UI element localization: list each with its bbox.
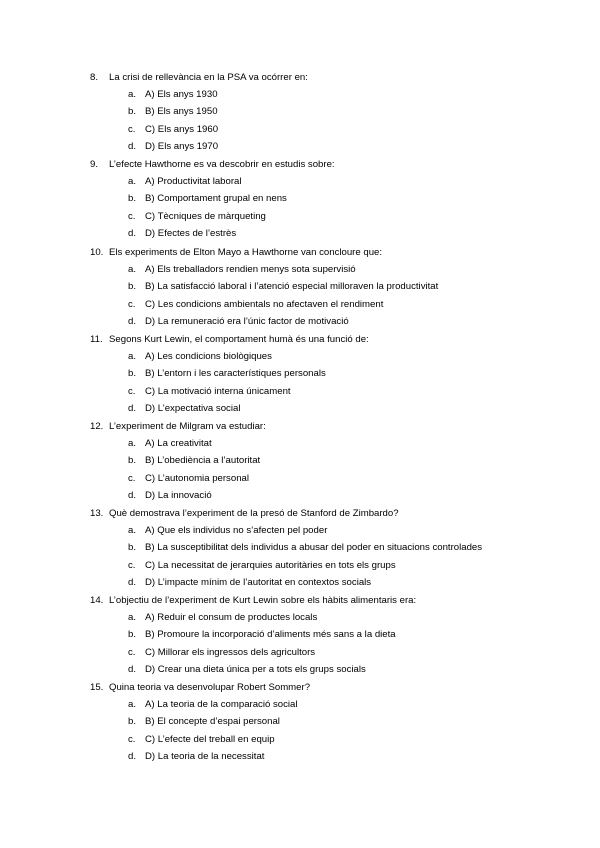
option-a [0,522,600,539]
option-text: D) Els anys 1970 [145,140,219,152]
option-letter: a. [128,176,137,187]
option-text: D) Efectes de l’estrès [145,227,237,239]
question-15 [0,679,600,765]
option-letter: d. [128,402,137,414]
option-text: C) L’efecte del treball en equip [145,733,275,745]
option-text: B) El concepte d’espai personal [145,716,280,728]
option-text: A) La creativitat [145,438,212,449]
option-letter: c. [128,559,136,571]
option-text: C) La necessitat de jerarquies autoritàries en tots els grups [145,559,396,571]
option-a [0,86,600,103]
option-text: B) Comportament grupal en nens [145,193,287,205]
option-letter: b. [128,629,137,641]
option-c [0,470,600,487]
option-b [0,365,600,382]
option-d [0,661,600,678]
option-text: A) Productivitat laboral [145,176,242,187]
option-letter: a. [128,699,137,710]
option-text: A) Els treballadors rendien menys sota supervisió [145,264,356,275]
option-text: C) La motivació interna únicament [145,385,291,397]
option-letter: d. [128,489,137,501]
option-text: C) Les condicions ambientals no afectaven el rendiment [145,298,384,310]
question-9 [0,156,600,242]
option-letter: a. [128,525,137,536]
question-8 [0,69,600,155]
option-c [0,121,600,138]
question-line [0,679,600,696]
option-d [0,748,600,765]
option-text: C) Els anys 1960 [145,123,219,135]
option-letter: c. [128,385,136,397]
option-letter: b. [128,716,137,728]
question-text: L’objectiu de l’experiment de Kurt Lewin sobre els hàbits alimentaris era: [109,595,417,606]
question-line [0,331,600,348]
question-number: 8. [90,72,99,83]
option-text: D) Crear una dieta única per a tots els grups socials [145,663,366,675]
option-text: B) Promoure la incorporació d’aliments més sans a la dieta [145,629,396,641]
option-c [0,557,600,574]
option-text: D) L’impacte mínim de l’autoritat en contextos socials [145,576,372,588]
option-text: D) La teoria de la necessitat [145,750,265,762]
option-letter: c. [128,646,136,658]
option-letter: b. [128,455,137,467]
option-d [0,574,600,591]
option-letter: c. [128,733,136,745]
option-letter: a. [128,612,137,623]
question-line [0,418,600,435]
option-letter: c. [128,123,136,135]
question-number: 15. [90,682,104,693]
question-line [0,505,600,522]
option-letter: a. [128,264,137,275]
question-number: 9. [90,159,99,170]
option-b [0,278,600,295]
option-letter: d. [128,576,137,588]
question-number: 10. [90,247,104,258]
option-a [0,609,600,626]
question-text: Quina teoria va desenvolupar Robert Sommer? [109,682,311,693]
question-line [0,592,600,609]
option-letter: d. [128,315,137,327]
option-text: B) Els anys 1950 [145,106,218,118]
option-b [0,103,600,120]
question-text: La crisi de rellevància en la PSA va ocórrer en: [109,72,308,83]
option-b [0,713,600,730]
option-d [0,400,600,417]
option-text: A) Les condicions biològiques [145,351,272,362]
question-text: Els experiments de Elton Mayo a Hawthorne van concloure que: [109,247,383,258]
option-b [0,452,600,469]
question-text: L’efecte Hawthorne es va descobrir en estudis sobre: [109,159,335,170]
option-letter: a. [128,89,137,100]
option-text: C) L’autonomia personal [145,472,249,484]
option-letter: d. [128,663,137,675]
option-letter: b. [128,542,137,554]
option-b [0,190,600,207]
question-number: 13. [90,508,104,519]
option-c [0,208,600,225]
option-text: C) Tècniques de màrqueting [145,210,266,222]
option-d [0,487,600,504]
option-c [0,731,600,748]
question-text: Segons Kurt Lewin, el comportament humà és una funció de: [109,334,369,345]
option-a [0,173,600,190]
option-text: D) La innovació [145,489,212,501]
option-text: D) La remuneració era l’únic factor de motivació [145,315,349,327]
option-letter: b. [128,368,137,380]
option-letter: c. [128,298,136,310]
option-d [0,225,600,242]
option-letter: a. [128,438,137,449]
option-letter: d. [128,140,137,152]
option-text: C) Millorar els ingressos dels agricultors [145,646,316,658]
question-text: L’experiment de Milgram va estudiar: [109,421,266,432]
option-letter: b. [128,106,137,118]
question-line [0,244,600,261]
option-b [0,539,600,556]
option-c [0,644,600,661]
option-letter: a. [128,351,137,362]
question-line [0,156,600,173]
option-a [0,696,600,713]
option-text: D) L’expectativa social [145,402,241,414]
option-letter: c. [128,210,136,222]
question-13 [0,505,600,591]
question-14 [0,592,600,678]
question-number: 12. [90,421,104,432]
question-10 [0,244,600,330]
option-letter: d. [128,750,137,762]
question-text: Què demostrava l’experiment de la presó de Stanford de Zimbardo? [109,508,399,519]
option-a [0,261,600,278]
option-letter: d. [128,227,137,239]
option-text: A) Que els individus no s’afecten pel poder [145,525,328,536]
option-d [0,138,600,155]
option-letter: b. [128,193,137,205]
option-text: B) L’entorn i les característiques personals [145,368,326,380]
option-text: B) La susceptibilitat dels individus a abusar del poder en situacions controlades [145,542,483,554]
option-c [0,296,600,313]
option-text: A) Els anys 1930 [145,89,218,100]
option-a [0,435,600,452]
option-text: B) L’obediència a l’autoritat [145,455,261,467]
option-c [0,383,600,400]
question-line [0,69,600,86]
option-text: A) La teoria de la comparació social [145,699,298,710]
option-b [0,626,600,643]
option-d [0,313,600,330]
option-text: B) La satisfacció laboral i l’atenció especial milloraven la productivitat [145,281,439,293]
question-number: 14. [90,595,104,606]
option-a [0,348,600,365]
option-letter: b. [128,281,137,293]
option-letter: c. [128,472,136,484]
question-11 [0,331,600,417]
question-12 [0,418,600,504]
question-number: 11. [90,334,103,345]
option-text: A) Reduir el consum de productes locals [145,612,318,623]
